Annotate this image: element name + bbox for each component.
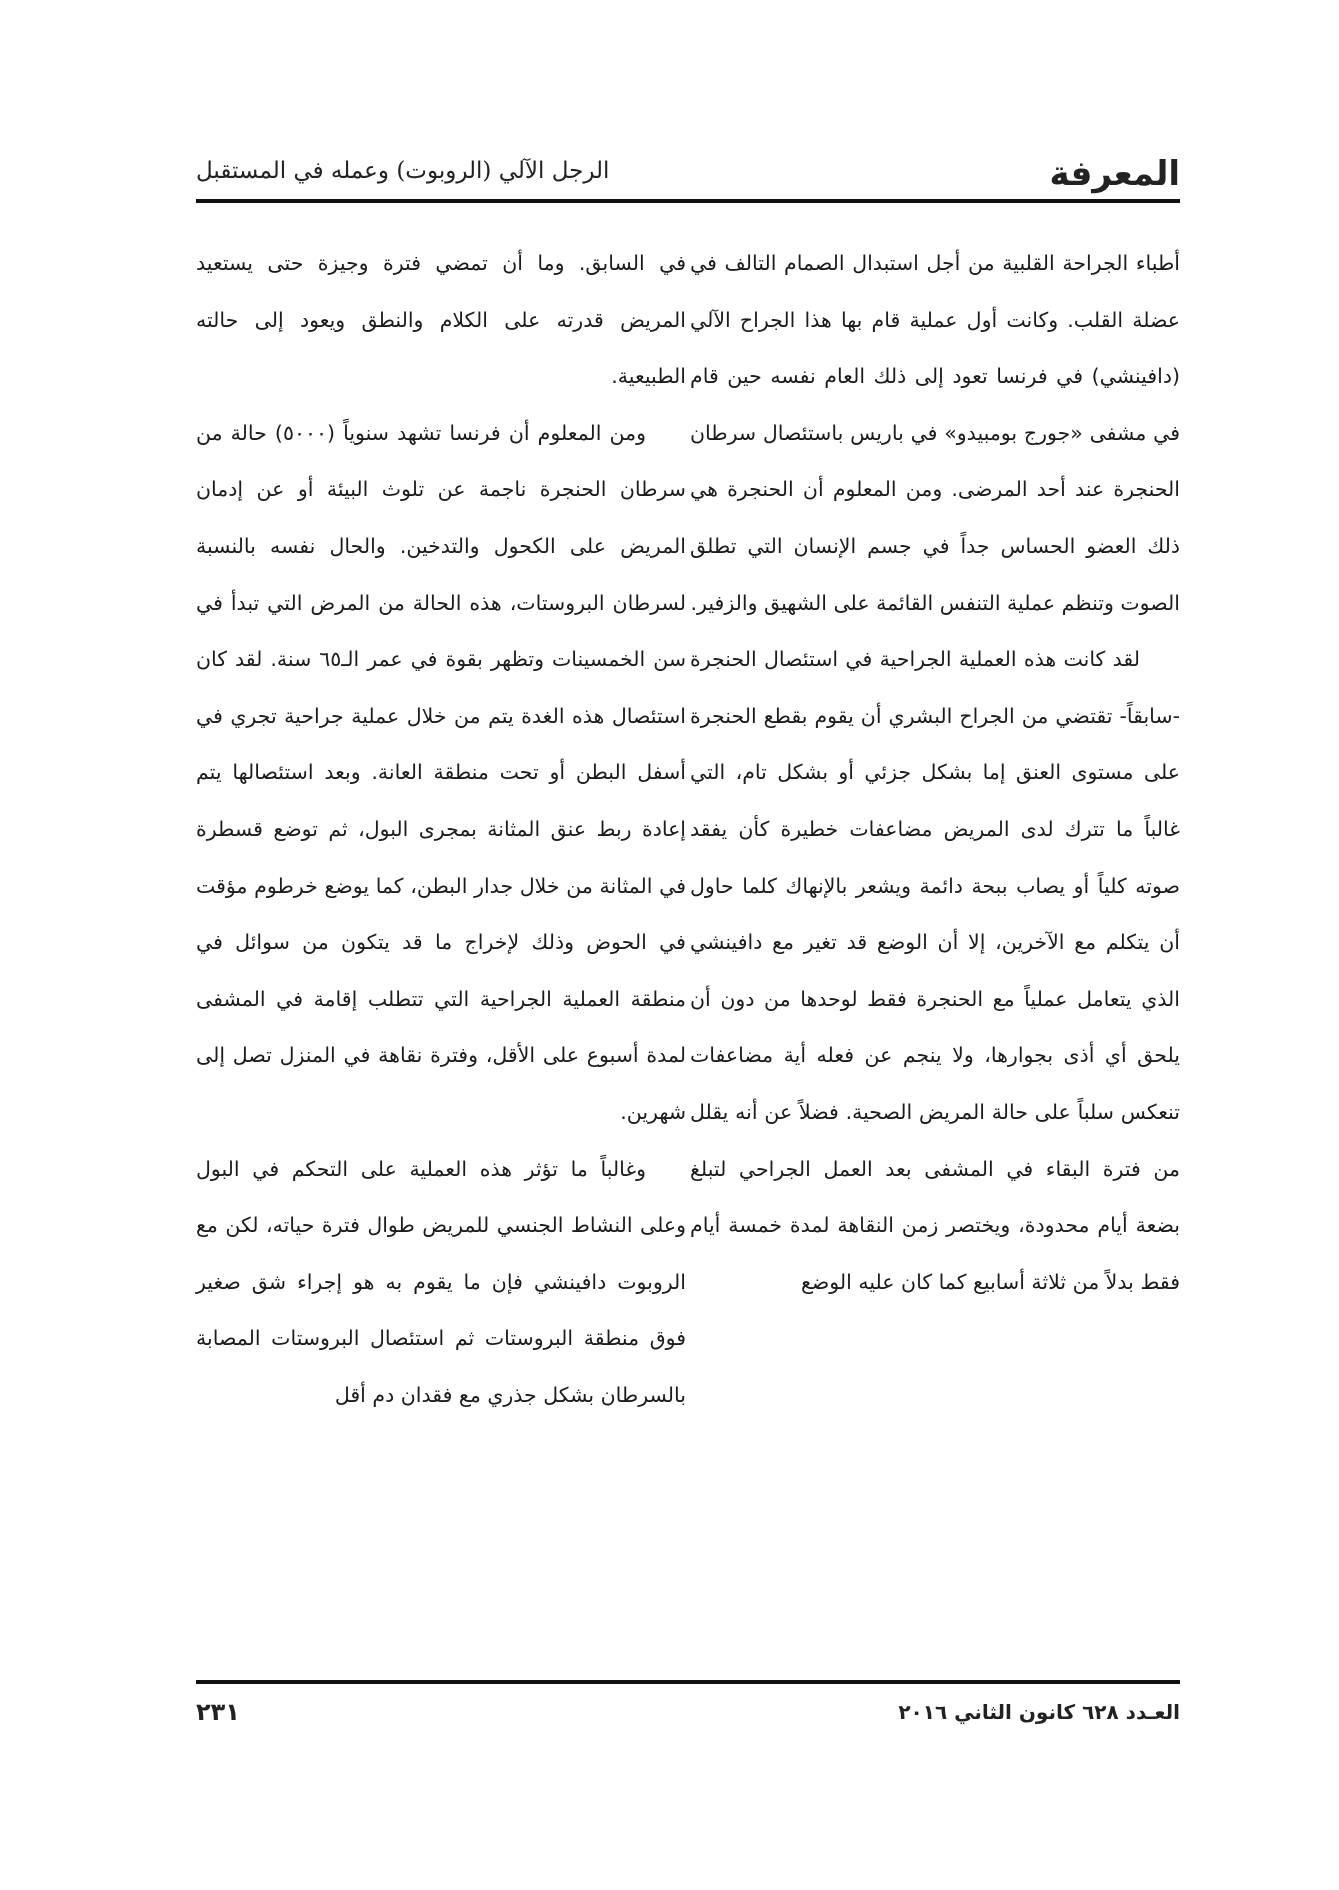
paragraph: لقد كانت هذه العملية الجراحية في استئصال الحنجرة -سابقاً- تقتضي من الجراح البشري أن يقوم بقطع الحنجرة على مستوى العنق إما بشكل جزئي أو بشكل تام، التي غالباً ما تترك لدى المريض مضاعفات خطيرة كأن يفقد صوته كلياً أو يصاب ببحة دائمة ويشعر بالإنهاك كلما حاول أن يتكلم مع الآخرين، إلا أن الوضع قد تغير مع دافينشي الذي يتعامل عملياً مع الحنجرة فقط لوحدها من دون أن يلحق أي أذى بجوارها، ولا ينجم عن فعله أية مضاعفات تنعكس سلباً على حالة المريض الصحية. فضلاً عن أنه يقلل من فترة البقاء في المشفى بعد العمل الجراحي لتبلغ بضعة أيام محدودة، ويختصر زمن النقاهة لمدة خمسة أيام فقط بدلاً من ثلاثة أسابيع كما كان عليه الوضع xyxy=(690,647,1180,1294)
running-title: الرجل الآلي (الروبوت) وعمله في المستقبل xyxy=(196,158,610,184)
magazine-logo: المعرفة xyxy=(1049,154,1180,194)
paragraph: أطباء الجراحة القلبية من أجل استبدال الصمام التالف في عضلة القلب. وكانت أول عملية قام بها هذا الجراح الآلي (دافينشي) في فرنسا تعود إلى ذلك العام نفسه حين قام في مشفى «جورج بومبيدو» في باريس باستئصال سرطان الحنجرة عند أحد المرضى. ومن المعلوم أن الحنجرة هي ذلك العضو الحساس جداً في جسم الإنسان التي تطلق الصوت وتنظم عملية التنفس القائمة على الشهيق والزفير. xyxy=(690,251,1180,615)
page-number: ٢٣١ xyxy=(196,1698,240,1726)
text-column-left xyxy=(196,235,686,1675)
page-header xyxy=(196,150,1180,206)
page-footer xyxy=(196,1700,1180,1740)
text-column-right xyxy=(690,235,1180,1675)
footer-rule xyxy=(196,1680,1180,1684)
paragraph: في السابق. وما أن تمضي فترة وجيزة حتى يستعيد المريض قدرته على الكلام والنطق ويعود إلى حالته الطبيعية. xyxy=(196,251,686,389)
paragraph: وغالباً ما تؤثر هذه العملية على التحكم في البول وعلى النشاط الجنسي للمريض طوال فترة حياته، لكن مع الروبوت دافينشي فإن ما يقوم به هو إجراء شق صغير فوق منطقة البروستات ثم استئصال البروستات المصابة بالسرطان بشكل جذري مع فقدان دم أقل xyxy=(196,1156,686,1407)
paragraph: ومن المعلوم أن فرنسا تشهد سنوياً (٥٠٠٠) حالة من سرطان الحنجرة ناجمة عن تلوث البيئة أو عن إدمان المريض على الكحول والتدخين. والحال نفسه بالنسبة لسرطان البروستات، هذه الحالة من المرض التي تبدأ في سن الخمسينات وتظهر بقوة في عمر الـ٦٥ سنة. لقد كان استئصال هذه الغدة يتم من خلال عملية جراحية تجري في أسفل البطن أو تحت منطقة العانة. وبعد استئصالها يتم إعادة ربط عنق المثانة بمجرى البول، ثم توضع قسطرة في المثانة من خلال جدار البطن، كما يوضع خرطوم مؤقت في الحوض وذلك لإخراج ما قد يتكون من سوائل في منطقة العملية الجراحية التي تتطلب إقامة في المشفى لمدة أسبوع على الأقل، وفترة نقاهة في المنزل تصل إلى شهرين. xyxy=(196,420,686,1124)
issue-info: العـدد ٦٢٨ كانون الثاني ٢٠١٦ xyxy=(898,1700,1180,1724)
header-rule xyxy=(196,199,1180,203)
